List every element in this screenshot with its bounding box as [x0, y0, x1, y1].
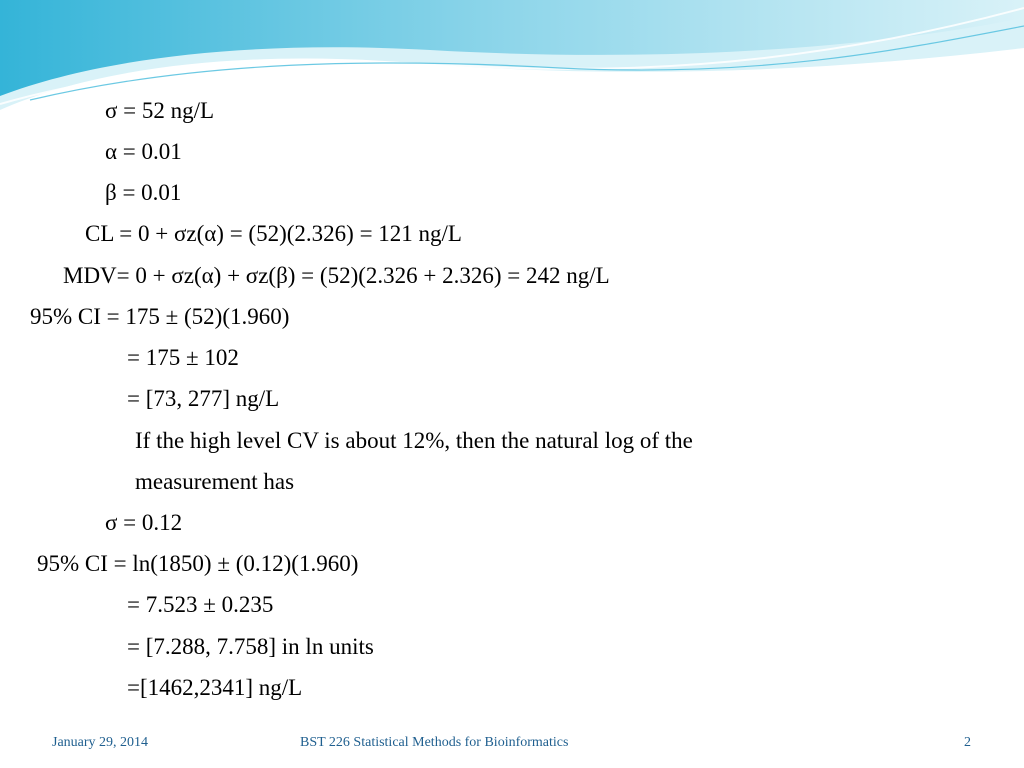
- sigma-log-line: σ = 0.12: [105, 510, 183, 535]
- mdv-line: MDV= 0 + σz(α) + σz(β) = (52)(2.326 + 2.326) = 242 ng/L: [63, 263, 610, 288]
- log-ci-line-4: =[1462,2341] ng/L: [127, 675, 303, 700]
- log-ci-line-3: = [7.288, 7.758] in ln units: [127, 634, 374, 659]
- log-ci-line-2: = 7.523 ± 0.235: [127, 592, 274, 617]
- alpha-line: α = 0.01: [105, 139, 182, 164]
- log-ci-line-1: 95% CI = ln(1850) ± (0.12)(1.960): [37, 551, 359, 576]
- cl-line: CL = 0 + σz(α) = (52)(2.326) = 121 ng/L: [85, 221, 462, 246]
- slide-number: 2: [964, 735, 971, 750]
- ci-line-3: = [73, 277] ng/L: [127, 386, 280, 411]
- cv-text-line-1: If the high level CV is about 12%, then the natural log of the: [135, 428, 693, 453]
- sigma-line: σ = 52 ng/L: [105, 98, 215, 123]
- ci-line-2: = 175 ± 102: [127, 345, 239, 370]
- footer-date: January 29, 2014: [52, 735, 149, 750]
- beta-line: β = 0.01: [105, 180, 182, 205]
- ci-line-1: 95% CI = 175 ± (52)(1.960): [30, 304, 290, 329]
- footer-course-title: BST 226 Statistical Methods for Bioinformatics: [300, 735, 569, 750]
- cv-text-line-2: measurement has: [135, 469, 295, 494]
